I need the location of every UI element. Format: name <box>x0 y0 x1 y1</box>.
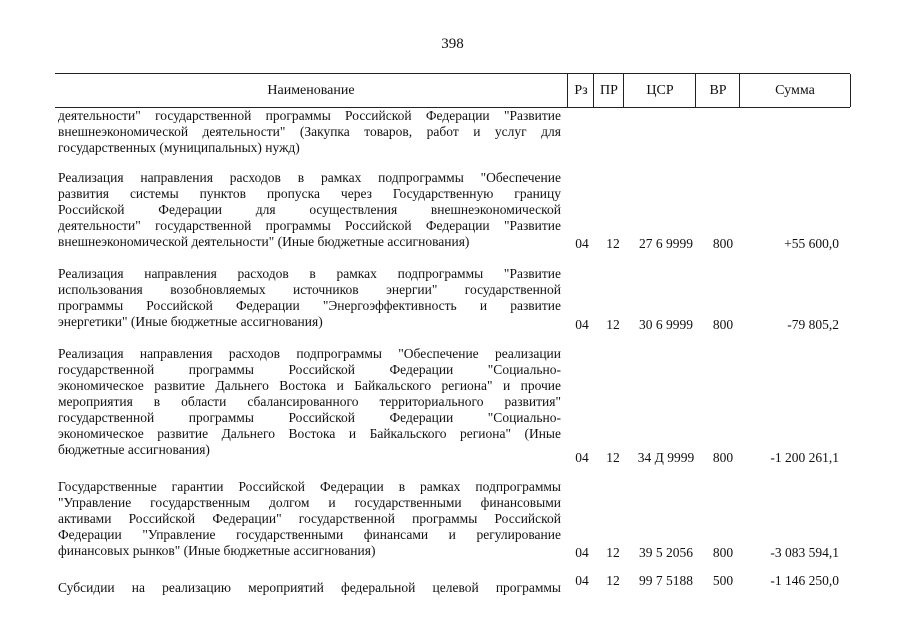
row-sum: -1 200 261,1 <box>770 450 839 465</box>
row-name-line: деятельности" государственной программы Российской Федерации "Развитие <box>58 108 561 123</box>
row-name-line: развития системы пунктов пропуска через Государственную границу <box>58 186 561 201</box>
row-name-line: мероприятия в области сбалансированного территориального развития" <box>58 394 561 409</box>
row-pr: 12 <box>606 573 620 588</box>
row-codes <box>55 450 850 466</box>
row-name-line: Федерации "Управление государственными финансами и регулирование <box>58 527 561 542</box>
row-name-line: внешнеэкономической деятельности" (Закупка товаров, работ и услуг для <box>58 124 561 139</box>
header-vr: ВР <box>695 74 740 107</box>
row-sum: -1 146 250,0 <box>770 573 839 588</box>
row-name <box>58 346 561 458</box>
row-name-line: бюджетные ассигнования) <box>58 442 210 457</box>
row-pr: 12 <box>606 450 620 465</box>
row-name <box>58 108 561 156</box>
row-name-line: государственных (муниципальных) нужд) <box>58 140 300 155</box>
row-name-line: Реализация направления расходов в рамках подпрограммы "Обеспечение <box>58 170 561 185</box>
row-rz: 04 <box>575 236 589 251</box>
row-csr: 27 6 9999 <box>639 236 693 251</box>
row-pr: 12 <box>606 545 620 560</box>
row-vr: 800 <box>712 236 734 251</box>
row-name-line: активами Российской Федерации" государственной программы Российской <box>58 511 561 526</box>
row-vr: 500 <box>712 573 734 588</box>
row-name-line: финансовых рынков" (Иные бюджетные ассигнования) <box>58 543 376 558</box>
row-name-line: Реализация направления расходов в рамках подпрограммы "Развитие <box>58 266 561 281</box>
row-pr: 12 <box>606 236 620 251</box>
row-codes <box>55 236 850 252</box>
row-rz: 04 <box>575 573 589 588</box>
row-name-line: энергетики" (Иные бюджетные ассигнования) <box>58 314 323 329</box>
row-codes <box>55 545 850 561</box>
row-rz: 04 <box>575 450 589 465</box>
header-rz: Рз <box>567 74 594 107</box>
header-sum: Сумма <box>739 74 851 107</box>
row-name-line: Субсидии на реализацию мероприятий федеральной целевой программы <box>58 580 561 595</box>
row-pr: 12 <box>606 317 620 332</box>
row-csr: 39 5 2056 <box>639 545 693 560</box>
header-pr: ПР <box>593 74 624 107</box>
row-rz: 04 <box>575 317 589 332</box>
row-name-line: программы Российской Федерации "Энергоэффективность и развитие <box>58 298 561 313</box>
row-vr: 800 <box>712 450 734 465</box>
row-csr: 34 Д 9999 <box>637 450 695 465</box>
row-csr: 99 7 5188 <box>639 573 693 588</box>
row-csr: 30 6 9999 <box>639 317 693 332</box>
row-codes <box>55 317 850 333</box>
row-name-line: экономическое развитие Дальнего Востока и Байкальского региона" (Иные <box>58 426 561 441</box>
row-sum: -3 083 594,1 <box>770 545 839 560</box>
table-header <box>55 73 850 108</box>
row-rz: 04 <box>575 545 589 560</box>
row-name-line: деятельности" государственной программы Российской Федерации "Развитие <box>58 218 561 233</box>
row-name-line: государственной программы Российской Федерации "Социально- <box>58 410 561 425</box>
row-vr: 800 <box>712 317 734 332</box>
row-name-line: Российской Федерации для осуществления внешнеэкономической <box>58 202 561 217</box>
row-sum: +55 600,0 <box>784 236 839 251</box>
row-name-line: "Управление государственным долгом и государственными финансовыми <box>58 495 561 510</box>
row-name-line: использования возобновляемых источников энергии" государственной <box>58 282 561 297</box>
page-number: 398 <box>441 36 464 52</box>
header-name: Наименование <box>267 83 355 98</box>
row-name-line: государственной программы Российской Федерации "Социально- <box>58 362 561 377</box>
row-vr: 800 <box>712 545 734 560</box>
row-name-line: экономическое развитие Дальнего Востока и Байкальского региона" и прочие <box>58 378 561 393</box>
row-sum: -79 805,2 <box>787 317 839 332</box>
row-name-line: Реализация направления расходов подпрограммы "Обеспечение реализации <box>58 346 561 361</box>
row-codes <box>55 573 850 589</box>
header-csr: ЦСР <box>623 74 696 107</box>
row-name-line: Государственные гарантии Российской Федерации в рамках подпрограммы <box>58 479 561 494</box>
row-name-line: внешнеэкономической деятельности" (Иные бюджетные ассигнования) <box>58 234 470 249</box>
